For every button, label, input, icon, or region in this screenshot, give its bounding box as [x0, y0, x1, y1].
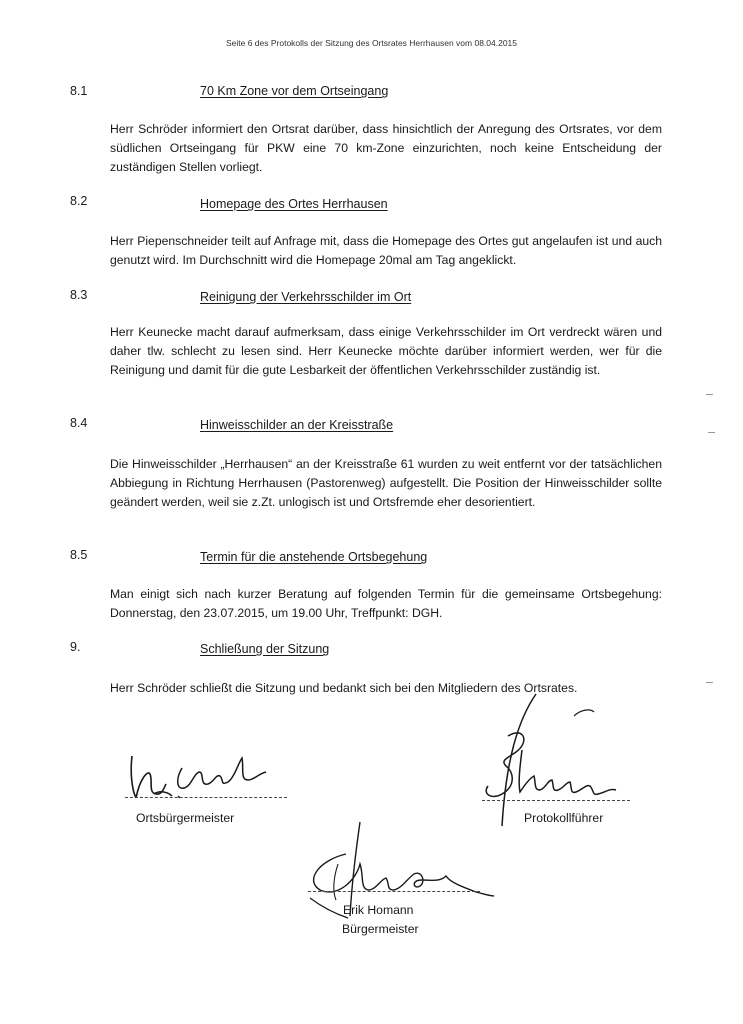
signature-role-center: Bürgermeister [342, 922, 419, 936]
signature-role-left: Ortsbürgermeister [136, 811, 235, 825]
signature-line-center [308, 891, 480, 892]
section-text: Herr Schröder informiert den Ortsrat darüber, dass hinsichtlich der Anregung des Ortsrates, vor dem südlichen Ortseingang für PKW eine 70 km-Zone einzurichten, noch keine Entscheidung der zuständigen Stellen vorliegt. [110, 122, 662, 174]
section-number: 8.5 [70, 548, 88, 562]
signature-name-center: Erik Homann [343, 903, 414, 917]
handwritten-signature-right [478, 690, 638, 830]
signature-line-right [482, 800, 630, 801]
section-title: 70 Km Zone vor dem Ortseingang [200, 84, 389, 98]
signature-role-right: Protokollführer [524, 811, 604, 825]
page-header: Seite 6 des Protokolls der Sitzung des Ortsrates Herrhausen vom 08.04.2015 [225, 38, 518, 48]
section-text: Herr Keunecke macht darauf aufmerksam, dass einige Verkehrsschilder im Ort verdreckt wären und daher tlw. schlecht zu lesen sind. Herr Keunecke möchte darüber informiert werden, wer für die Reinigung und damit für die gute Lesbarkeit der öffentlichen Verkehrsschilder zuständig ist. [110, 325, 662, 377]
section-title: Homepage des Ortes Herrhausen [200, 197, 388, 211]
section-number: 8.4 [70, 416, 88, 430]
section-number: 8.2 [70, 194, 88, 208]
section-text: Herr Piepenschneider teilt auf Anfrage mit, dass die Homepage des Ortes gut angelaufen ist und auch genutzt wird. Im Durchschnitt wird die Homepage 20mal am Tag angeklickt. [110, 234, 662, 267]
section-title: Schließung der Sitzung [200, 642, 330, 656]
closing-text: Herr Schröder schließt die Sitzung und bedankt sich bei den Mitgliedern des Ortsrates. [110, 681, 578, 695]
section-text: Die Hinweisschilder „Herrhausen“ an der Kreisstraße 61 wurden zu weit entfernt vor der tatsächlichen Abbiegung in Richtung Herrhausen (Pastorenweg) aufgestellt. Die Position der Hinweisschilder sollte geändert werden, weil sie z.Zt. unlogisch ist und Ortsfremde eher desorientiert. [110, 457, 662, 509]
section-number: 8.3 [70, 288, 88, 302]
section-number: 9. [70, 640, 81, 654]
scan-mark [706, 394, 713, 395]
section-title: Hinweisschilder an der Kreisstraße [200, 418, 394, 432]
section-title: Reinigung der Verkehrsschilder im Ort [200, 290, 412, 304]
section-number: 8.1 [70, 84, 88, 98]
section-title: Termin für die anstehende Ortsbegehung [200, 550, 428, 564]
signature-line-left [125, 797, 287, 798]
section-text: Man einigt sich nach kurzer Beratung auf folgenden Termin für die gemeinsame Ortsbegehung: Donnerstag, den 23.07.2015, um 19.00 Uhr, Treffpunkt: DGH. [110, 587, 662, 620]
scan-mark [708, 432, 715, 433]
scan-mark [706, 682, 713, 683]
